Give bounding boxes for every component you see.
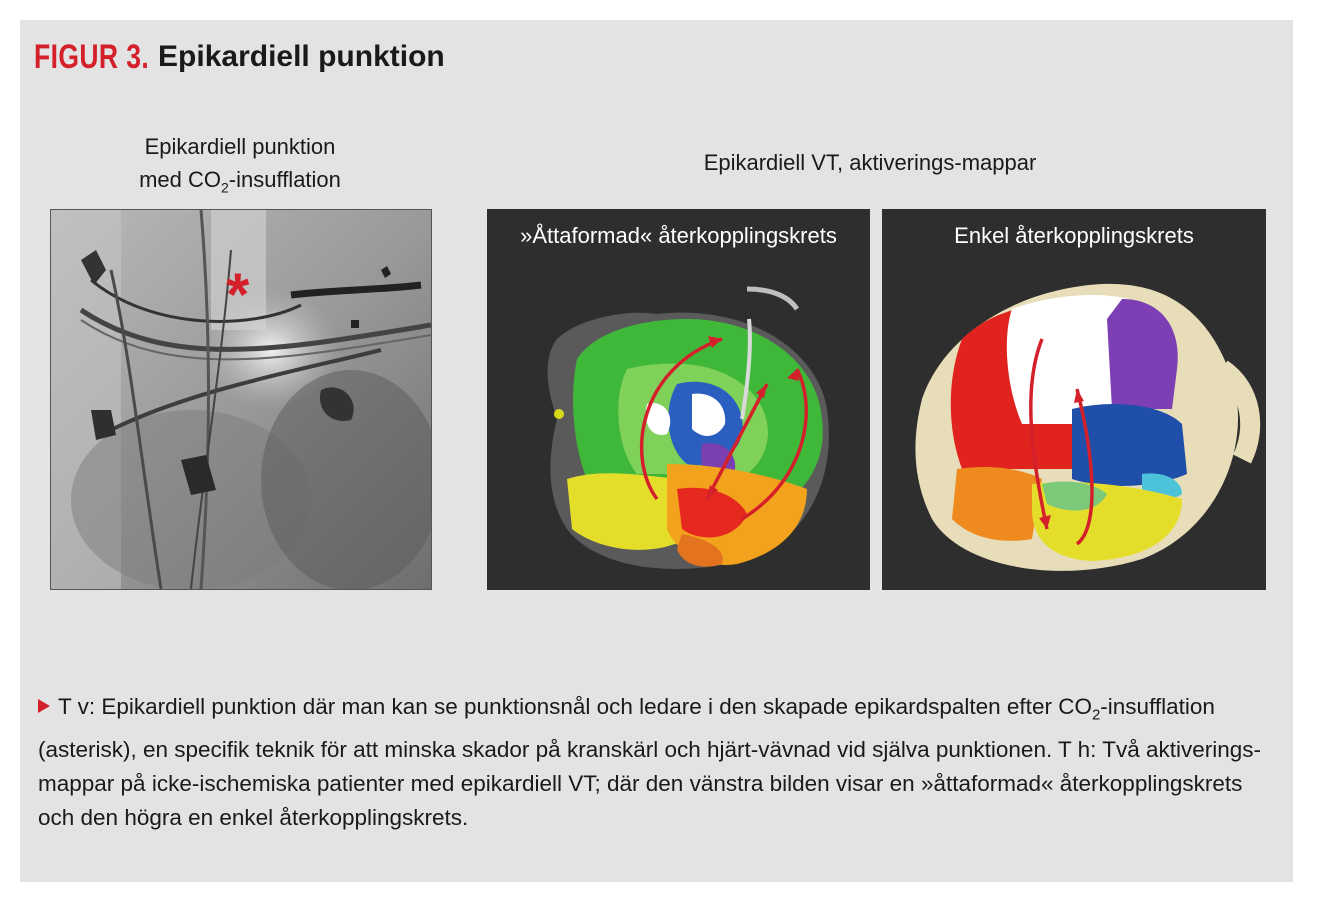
caption-text-part1: T v: Epikardiell punktion där man kan se punktionsnål och ledare i den skapade epikardspalten efter CO — [58, 694, 1092, 719]
figure-caption — [38, 690, 1283, 835]
fluoroscopy-image — [50, 209, 432, 590]
figure-panel — [20, 20, 1293, 882]
map1-label: »Åttaformad« återkopplingskrets — [520, 223, 837, 248]
caption-text-part2: -insufflation (asterisk), en specifik teknik för att minska skador på kranskärl och hjärt-vävnad vid själva punktionen. T h: Två aktiverings-mappar på icke-ischemiska patienter med epikardiell VT; där den vänstra bilden visar en »åttaformad« återkopplingskrets och den högra en enkel återkopplingskrets. — [38, 694, 1262, 830]
figure-heading — [34, 38, 445, 77]
figure-label: FIGUR 3. — [34, 38, 150, 76]
fluoroscopy-caption — [60, 130, 420, 204]
maps-caption: Epikardiell VT, aktiverings-mappar — [703, 150, 1037, 175]
bullet-triangle-icon — [38, 699, 50, 713]
figure-title: Epikardiell punktion — [158, 40, 445, 73]
map2-label: Enkel återkopplingskrets — [954, 223, 1194, 248]
asterisk-marker: * — [226, 261, 250, 328]
caption-subscript: 2 — [1091, 706, 1101, 724]
fluoroscopy-caption-line2: med $CO_2$-insufflation — [139, 167, 341, 196]
fluoroscopy-caption-line1: Epikardiell punktion — [144, 134, 336, 159]
activation-map-figure-eight — [487, 209, 870, 590]
activation-map-simple — [882, 209, 1266, 590]
